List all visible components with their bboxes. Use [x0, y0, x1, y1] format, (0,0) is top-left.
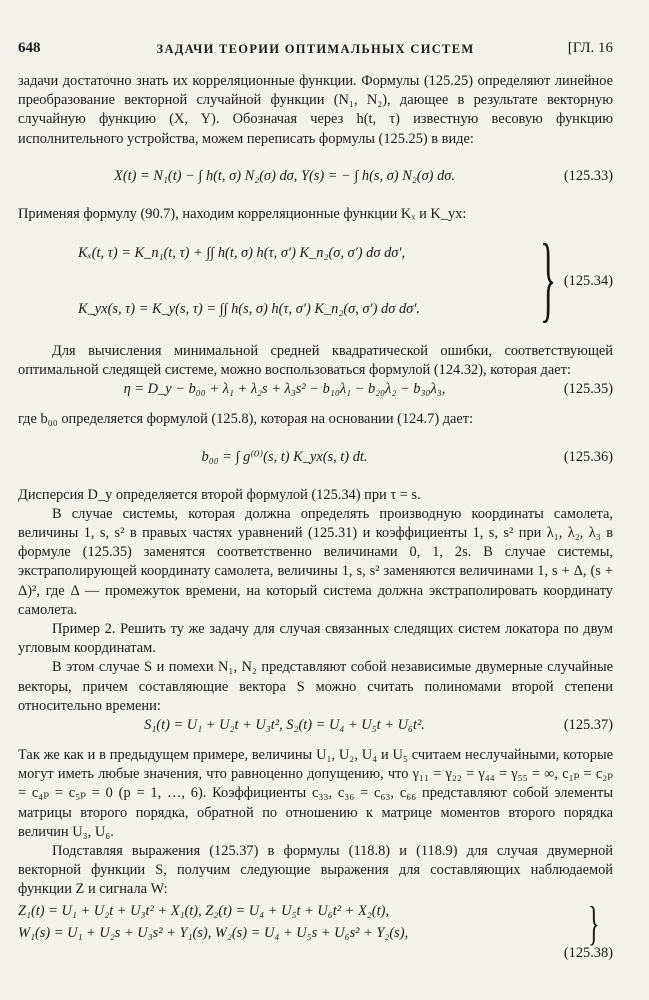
equation-body: η = D_y − b₀₀ + λ₁ + λ₂s + λ₃s² − b₁₀λ₁ − b₂₀λ₂ − b₃₀λ₃,: [123, 381, 446, 398]
paragraph-8: В этом случае S и помехи N₁, N₂ представляют собой независимые двумерные случайные векторы, причем составляющие вектора S можно считать полиномами второй степени относительно времени:: [18, 659, 613, 714]
equation-body: X(t) = N₁(t) − ∫ h(t, σ) N₂(σ) dσ, Y(s) = − ∫ h(s, σ) N₂(σ) dσ.: [114, 167, 455, 184]
equation-number: (125.36): [563, 448, 613, 465]
equation-body: b₀₀ = ∫ g⁽⁰⁾(s, t) K_yx(s, t) dt.: [201, 448, 368, 465]
paragraph-4: где b₀₀ определяется формулой (125.8), которая на основании (124.7) дает:: [18, 411, 474, 428]
running-header: [18, 40, 613, 60]
equation-125-35: [18, 380, 613, 410]
equation-number: (125.34): [563, 273, 613, 290]
equation-body: S₁(t) = U₁ + U₂t + U₃t², S₂(t) = U₄ + U₅t + U₆t².: [144, 717, 425, 734]
equation-number: (125.38): [563, 944, 613, 961]
paragraph-3: Для вычисления минимальной средней квадратической ошибки, соответствующей оптимальной следящей системе, можно воспользоваться формулой (124.32), которая дает:: [18, 343, 613, 379]
paragraph-5: Дисперсия D_y определяется второй формулой (125.34) при τ = s.: [18, 486, 421, 503]
equation-125-36: [18, 430, 613, 486]
equation-number: (125.37): [563, 717, 613, 734]
equation-125-37: [18, 716, 613, 746]
equation-line-2: K_yx(s, τ) = K_y(s, τ) = ∫∫ h(s, σ) h(τ, σ′) K_n₂(σ, σ′) dσ dσ′.: [78, 301, 420, 318]
paragraph-10: Подставляя выражения (125.37) в формулы (118.8) и (118.9) для случая двумерной векторной функции S, получим следующие выражения для составляющих наблюдаемой функции Z и сигнала W:: [18, 843, 613, 898]
running-title: ЗАДАЧИ ТЕОРИИ ОПТИМАЛЬНЫХ СИСТЕМ: [156, 42, 475, 56]
paragraph-1: задачи достаточно знать их корреляционные функции. Формулы (125.25) определяют линейное преобразование векторной случайной функции (N₁, N₂), дающее в результате векторную случайную функцию (X, Y). Обозначая через h(t, τ) известную весовую функцию исполнительного устройства, можем переписать формулы (125.25) в виде:: [18, 73, 613, 147]
paragraph-2: Применяя формулу (90.7), находим корреляционные функции Kₓ и K_yx:: [18, 205, 467, 222]
equation-line-1: Z₁(t) = U₁ + U₂t + U₃t² + X₁(t), Z₂(t) = U₄ + U₅t + U₆t² + X₂(t),: [18, 902, 389, 919]
equation-system-125-34: [18, 224, 613, 342]
paragraph-6: В случае системы, которая должна определять производную координаты самолета, величины 1, s, s² в правых частях уравнений (125.31) и коэффициенты 1, s, s² при λ₁, λ₂, λ₃ в формуле (125.35) заменятся соответственно величинами 0, 1, 2s. В случае системы, экстраполирующей координату самолета, величины 1, s, s² заменяются величинами 1, s + Δ, (s + Δ)², где Δ — промежуток времени, на который система должна экстраполировать координату самолета.: [18, 505, 613, 618]
equation-125-33: [18, 149, 613, 205]
right-brace: }: [540, 224, 557, 332]
page-body: [18, 72, 613, 962]
equation-line-1: Kₓ(t, τ) = K_n₁(t, τ) + ∫∫ h(t, σ) h(τ, σ′) K_n₂(σ, σ′) dσ dσ′,: [78, 245, 406, 262]
right-brace: }: [588, 896, 600, 950]
equation-number: (125.33): [563, 167, 613, 184]
equation-system-125-38: [18, 896, 613, 962]
chapter-marker: [ГЛ. 16: [567, 40, 613, 56]
equation-number: (125.35): [563, 381, 613, 398]
equation-line-2: W₁(s) = U₁ + U₂s + U₃s² + Y₁(s), W₂(s) = U₄ + U₅s + U₆s² + Y₂(s),: [18, 924, 409, 941]
page-number: 648: [18, 40, 41, 56]
paragraph-7: Пример 2. Решить ту же задачу для случая связанных следящих систем локатора по двум угловым координатам.: [18, 621, 613, 657]
paragraph-9: Так же как и в предыдущем примере, величины U₁, U₂, U₄ и U₅ считаем неслучайными, которые могут иметь любые значения, что равноценно допущению, что γ₁₁ = γ₂₂ = γ₄₄ = γ₅₅ = ∞, c₁ₚ = c₂ₚ = c₄ₚ = c₅ₚ = 0 (p = 1, …, 6). Коэффициенты c₃₃, c₃₆ = c₆₃, c₆₆ представляют собой элементы матрицы второго порядка, обратной по отношению к матрице моментов второго порядка величин U₃, U₆.: [18, 747, 613, 840]
